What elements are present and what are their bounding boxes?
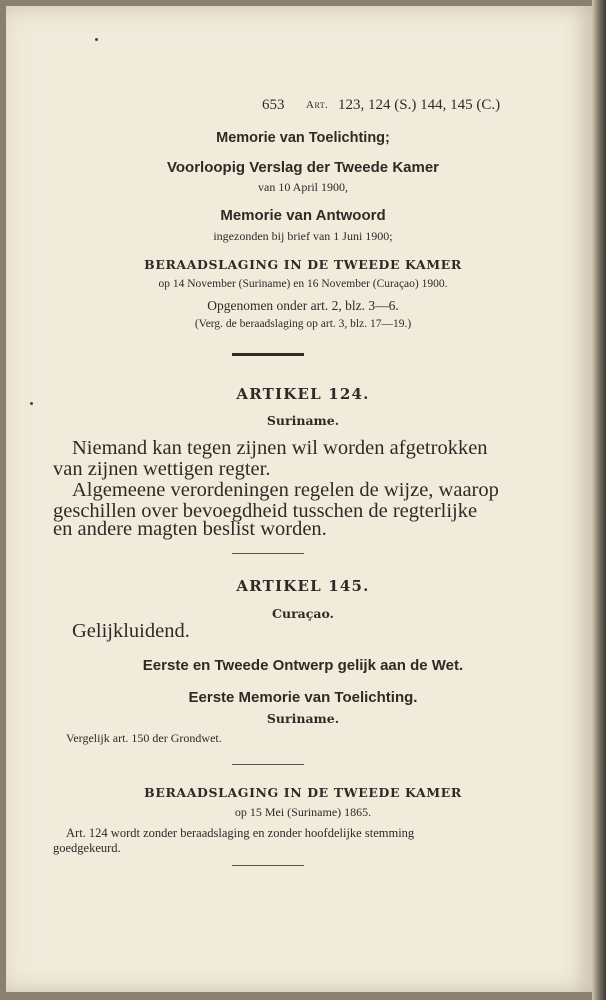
- header-art-refs: 123, 124 (S.) 144, 145 (C.): [338, 97, 501, 113]
- page-number: 653: [262, 97, 285, 113]
- eerste-memorie-title: Eerste Memorie van Toelichting.: [188, 689, 418, 706]
- artikel-124-line-1: Niemand kan tegen zijnen wil worden afgetrokken: [72, 437, 488, 459]
- thin-divider: [232, 865, 304, 866]
- artikel-124-line-2: van zijnen wettigen regter.: [53, 458, 271, 480]
- memorie-antwoord-title: Memorie van Antwoord: [220, 207, 386, 224]
- artikel-145-heading: ARTIKEL 145.: [236, 577, 370, 595]
- artikel-145-text: Gelijkluidend.: [72, 620, 190, 642]
- ontwerp-suriname-subheading: Suriname.: [266, 711, 340, 726]
- artikel-124-subheading: Suriname.: [266, 413, 340, 428]
- bottom-date: op 15 Mei (Suriname) 1865.: [234, 805, 372, 819]
- vergelijk-beraadslaging-text: (Verg. de beraadslaging op art. 3, blz. 17—19.): [194, 318, 412, 330]
- verslag-date: van 10 April 1900,: [258, 180, 348, 194]
- page-speck: [95, 38, 98, 41]
- artikel-124-line-4: geschillen over bevoegdheid tusschen de regterlijke: [53, 500, 478, 522]
- ingezonden-text: ingezonden bij brief van 1 Juni 1900;: [213, 229, 393, 243]
- thin-divider: [232, 553, 304, 554]
- bottom-text-line-2: goedgekeurd.: [53, 841, 121, 855]
- header-art-abbrev: Art.: [306, 99, 329, 111]
- voorloopig-verslag-title: Voorloopig Verslag der Tweede Kamer: [166, 159, 440, 176]
- artikel-124-line-3: Algemeene verordeningen regelen de wijze, waarop: [72, 479, 499, 501]
- thin-divider: [232, 764, 304, 765]
- page-edge: [592, 0, 606, 1000]
- beraadslaging-heading: BERAADSLAGING IN DE TWEEDE KAMER: [144, 257, 462, 272]
- eerste-tweede-ontwerp-title: Eerste en Tweede Ontwerp gelijk aan de Wet.: [142, 657, 464, 674]
- artikel-145-subheading: Curaçao.: [272, 606, 334, 621]
- opgenomen-text: Opgenomen onder art. 2, blz. 3—6.: [207, 298, 399, 313]
- vergelijk-grondwet-text: Vergelijk art. 150 der Grondwet.: [66, 731, 222, 745]
- bottom-text-line-1: Art. 124 wordt zonder beraadslaging en zonder hoofdelijke stemming: [66, 826, 415, 840]
- thick-divider: [232, 353, 304, 356]
- artikel-124-heading: ARTIKEL 124.: [236, 385, 370, 403]
- artikel-124-line-5: en andere magten beslist worden.: [53, 518, 327, 540]
- bottom-beraadslaging-heading: BERAADSLAGING IN DE TWEEDE KAMER: [144, 785, 462, 800]
- beraadslaging-dates: op 14 November (Suriname) en 16 November (Curaçao) 1900.: [158, 278, 448, 290]
- memorie-toelichting-title: Memorie van Toelichting;: [216, 130, 390, 146]
